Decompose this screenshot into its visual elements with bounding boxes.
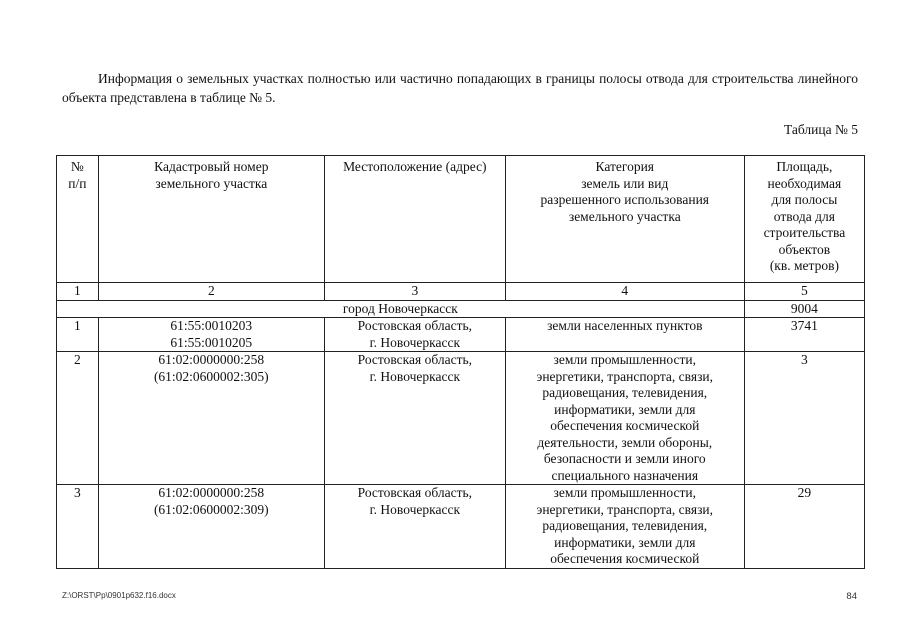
column-number: 4 bbox=[505, 283, 744, 301]
land-category-line: радиовещания, телевидения, bbox=[542, 518, 708, 533]
header-area-line: строительства bbox=[763, 225, 846, 240]
land-category-line: обеспечения космической bbox=[550, 551, 700, 566]
header-area-line: для полосы bbox=[771, 192, 838, 207]
cadastral-number bbox=[98, 352, 324, 485]
cadastral-number bbox=[98, 485, 324, 569]
group-label: город Новочеркасск bbox=[57, 300, 745, 318]
location-line: Ростовская область, bbox=[357, 352, 473, 367]
header-area-line: отвода для bbox=[773, 208, 835, 224]
header-number bbox=[57, 156, 99, 283]
land-category-line: информатики, земли для bbox=[554, 534, 696, 550]
column-number-row bbox=[57, 283, 865, 301]
header-cadastral-line: земельного участка bbox=[155, 175, 268, 191]
cadastral-number-line: (61:02:0600002:305) bbox=[153, 368, 269, 384]
column-number: 2 bbox=[98, 283, 324, 301]
land-category bbox=[505, 318, 744, 352]
table-header-row bbox=[57, 156, 865, 283]
land-category-line: земли населенных пунктов bbox=[547, 318, 703, 333]
footer-file-path: Z:\ORST\Pp\0901p632.f16.docx bbox=[62, 591, 176, 600]
page-number: 84 bbox=[846, 591, 857, 602]
header-number-line: п/п bbox=[68, 175, 87, 191]
location bbox=[324, 318, 505, 352]
cadastral-number-line: 61:02:0000000:258 bbox=[158, 352, 265, 367]
column-number: 3 bbox=[324, 283, 505, 301]
land-category-line: специального назначения bbox=[551, 467, 699, 483]
header-number-line: № bbox=[70, 159, 84, 174]
column-number: 5 bbox=[744, 283, 864, 301]
land-category-line: энергетики, транспорта, связи, bbox=[536, 501, 714, 517]
table-row bbox=[57, 352, 865, 485]
cadastral-number-line: (61:02:0600002:309) bbox=[153, 501, 269, 517]
header-category bbox=[505, 156, 744, 283]
header-area-line: необходимая bbox=[767, 175, 842, 191]
location-line: г. Новочеркасск bbox=[369, 334, 461, 350]
table-row bbox=[57, 485, 865, 569]
group-area: 9004 bbox=[744, 300, 864, 318]
cadastral-number-line: 61:55:0010205 bbox=[170, 334, 253, 350]
land-category-line: земли промышленности, bbox=[553, 485, 696, 500]
land-category-line: деятельности, земли обороны, bbox=[537, 434, 713, 450]
header-area-line: (кв. метров) bbox=[769, 258, 839, 273]
row-number: 1 bbox=[57, 318, 99, 352]
header-category-line: земельного участка bbox=[568, 208, 681, 224]
header-location-line: Местоположение (адрес) bbox=[343, 159, 487, 174]
column-number: 1 bbox=[57, 283, 99, 301]
cadastral-number-line: 61:02:0000000:258 bbox=[158, 485, 265, 500]
location-line: г. Новочеркасск bbox=[369, 501, 461, 517]
land-plots-table bbox=[56, 155, 865, 569]
header-location bbox=[324, 156, 505, 283]
plot-area: 3741 bbox=[744, 318, 864, 352]
row-number: 3 bbox=[57, 485, 99, 569]
intro-paragraph: Информация о земельных участках полностью или частично попадающих в границы полосы отвода для строительства линейного объекта представлена в таблице № 5. bbox=[62, 71, 858, 105]
header-cadastral bbox=[98, 156, 324, 283]
header-area bbox=[744, 156, 864, 283]
land-category-line: безопасности и земли иного bbox=[543, 451, 706, 466]
location-line: Ростовская область, bbox=[357, 485, 473, 500]
land-category-line: информатики, земли для bbox=[554, 401, 696, 417]
land-category-line: радиовещания, телевидения, bbox=[542, 385, 708, 400]
plot-area: 3 bbox=[744, 352, 864, 485]
row-number: 2 bbox=[57, 352, 99, 485]
table-caption: Таблица № 5 bbox=[784, 122, 858, 137]
location-line: Ростовская область, bbox=[357, 318, 473, 333]
header-category-line: разрешенного использования bbox=[540, 192, 710, 207]
header-category-line: земель или вид bbox=[581, 175, 669, 191]
land-category-line: энергетики, транспорта, связи, bbox=[536, 368, 714, 384]
location-line: г. Новочеркасск bbox=[369, 368, 461, 384]
land-category bbox=[505, 352, 744, 485]
cadastral-number bbox=[98, 318, 324, 352]
plot-area: 29 bbox=[744, 485, 864, 569]
header-area-line: объектов bbox=[778, 241, 831, 257]
header-area-line: Площадь, bbox=[776, 159, 833, 174]
location bbox=[324, 485, 505, 569]
land-category-line: обеспечения космической bbox=[550, 418, 700, 433]
cadastral-number-line: 61:55:0010203 bbox=[170, 318, 253, 333]
table-row bbox=[57, 318, 865, 352]
header-cadastral-line: Кадастровый номер bbox=[154, 159, 269, 174]
group-row bbox=[57, 300, 865, 318]
land-category bbox=[505, 485, 744, 569]
header-category-line: Категория bbox=[595, 159, 655, 174]
land-category-line: земли промышленности, bbox=[553, 352, 696, 367]
location bbox=[324, 352, 505, 485]
